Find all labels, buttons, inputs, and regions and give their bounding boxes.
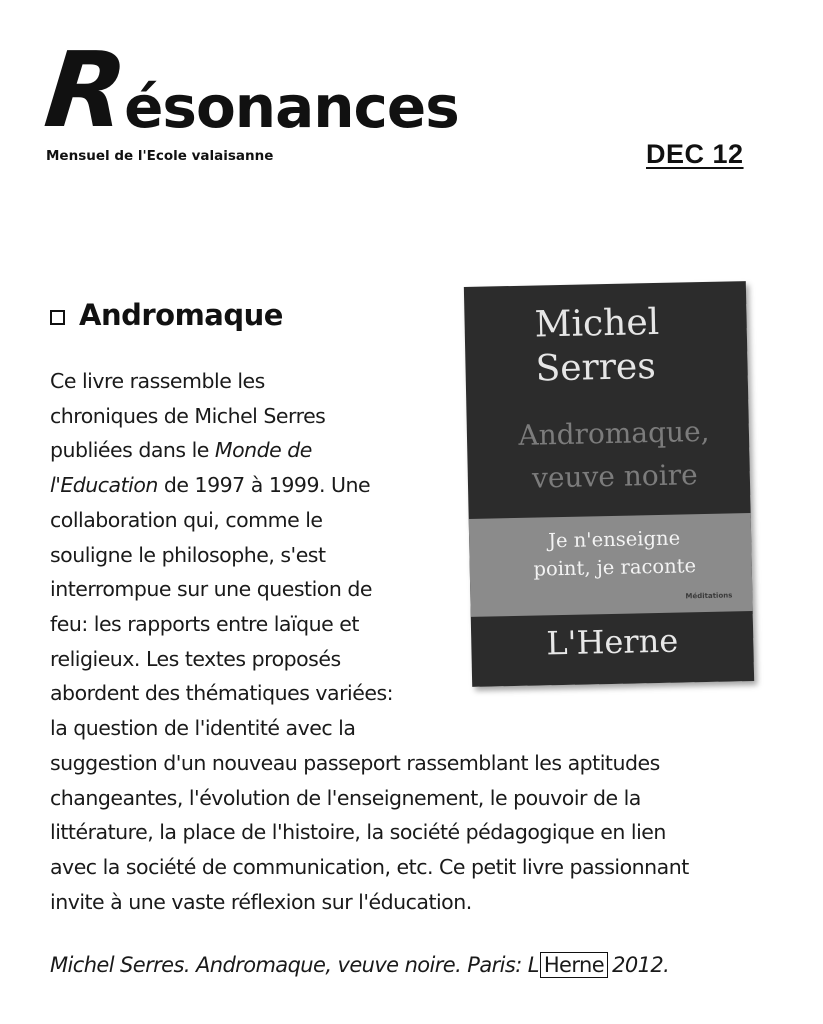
article-body-column: [50, 364, 470, 746]
book-cover-author-line: Michel: [534, 301, 660, 346]
issue-date: DEC 12: [646, 139, 744, 169]
masthead: [39, 29, 476, 164]
body-line: [50, 364, 470, 399]
book-cover-subtitle: [489, 523, 740, 584]
book-cover-subtitle-line: Je n'enseigne: [547, 526, 681, 553]
book-cover-title-line: veuve noire: [531, 458, 698, 495]
article-heading: [50, 298, 283, 332]
body-text-run: chroniques de Michel Serres: [50, 403, 326, 428]
magazine-title-initial: R: [39, 29, 129, 151]
magazine-title-rest: ésonances: [124, 73, 459, 141]
citation-text: Michel Serres. Andromaque, veuve noire. Paris: L: [50, 953, 539, 977]
article-title: Andromaque: [79, 298, 283, 332]
magazine-title: [39, 29, 476, 151]
book-citation: [50, 952, 669, 978]
citation-year: 2012.: [612, 953, 670, 977]
body-text-run: publiées dans le: [50, 438, 215, 463]
book-cover-title-line: Andromaque,: [518, 414, 710, 452]
book-cover-collection: Méditations: [685, 591, 733, 601]
book-cover-subtitle-band: [469, 513, 753, 617]
body-text-run: interrompue sur une question de: [50, 577, 372, 602]
book-cover-subtitle-line: point, je raconte: [533, 554, 697, 581]
body-text-run: religieux. Les textes proposés: [50, 646, 341, 671]
body-line: avec la société de communication, etc. Ce petit livre passionnant: [50, 855, 689, 880]
body-text-run: Ce livre rassemble les: [50, 369, 265, 393]
body-line: [50, 503, 470, 538]
body-text-run: collaboration qui, comme le: [50, 507, 323, 532]
body-text-run: feu: les rapports entre laïque et: [50, 611, 359, 636]
book-cover-author: [534, 301, 660, 392]
body-line: [50, 468, 470, 503]
body-line: [50, 642, 470, 677]
book-cover-title: [499, 409, 731, 500]
book-cover-face: [464, 281, 754, 687]
book-cover-author-line: Serres: [535, 346, 657, 390]
body-line: invite à une vaste réflexion sur l'éducation.: [50, 889, 472, 914]
body-line: changeantes, l'évolution de l'enseignement, le pouvoir de la: [50, 785, 641, 810]
publication-name: Monde de: [214, 438, 312, 463]
body-line: [50, 538, 470, 573]
body-text-run: abordent des thématiques variées:: [50, 681, 394, 706]
checkbox-icon: [50, 310, 65, 325]
article-body-full: [50, 746, 800, 920]
citation-boxed-word: Herne: [540, 952, 608, 978]
magazine-subtitle: Mensuel de l'Ecole valaisanne: [46, 148, 274, 164]
body-text-run: la question de l'identité avec la: [50, 716, 356, 741]
body-line: [50, 399, 470, 434]
book-cover: [464, 281, 754, 687]
body-line: suggestion d'un nouveau passeport rassemblant les aptitudes: [50, 751, 660, 775]
body-line: [50, 572, 470, 607]
body-line: littérature, la place de l'histoire, la société pédagogique en lien: [50, 820, 666, 845]
body-line: [50, 711, 470, 746]
body-line: [50, 676, 470, 711]
body-line: [50, 433, 470, 468]
body-line: [50, 607, 470, 642]
book-cover-publisher: L'Herne: [546, 621, 679, 663]
body-text-run: souligne le philosophe, s'est: [50, 542, 326, 567]
publication-name: l'Education: [50, 473, 158, 498]
body-text-run: de 1997 à 1999. Une: [157, 473, 371, 498]
